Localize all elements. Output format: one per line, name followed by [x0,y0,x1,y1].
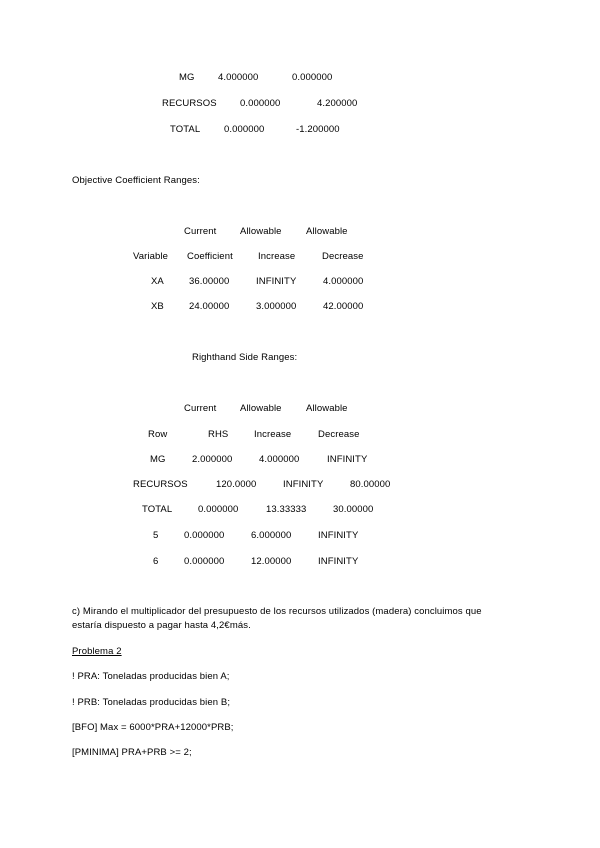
top-row-label: TOTAL [170,124,201,135]
paragraph-line: estaría dispuesto a pagar hasta 4,2€más. [72,620,251,631]
table-cell: 2.000000 [192,454,233,465]
table-cell: XA [151,276,164,287]
table-cell: INFINITY [283,479,324,490]
code-line: ! PRA: Toneladas producidas bien A; [72,671,230,682]
column-header: Increase [254,429,292,440]
rhs-ranges-title: Righthand Side Ranges: [192,352,298,363]
table-cell: 0.000000 [184,530,225,541]
column-header: Allowable [240,403,282,414]
column-header: Variable [133,251,168,262]
table-cell: 5 [153,530,159,541]
table-cell: 36.00000 [189,276,230,287]
column-header: Decrease [322,251,364,262]
top-row-label: MG [179,72,195,83]
table-cell: 30.00000 [333,504,374,515]
table-cell: 24.00000 [189,301,230,312]
table-cell: INFINITY [327,454,368,465]
column-header: Allowable [306,226,348,237]
table-cell: 6.000000 [251,530,292,541]
column-header: Coefficient [187,251,233,262]
table-cell: TOTAL [142,504,173,515]
objective-ranges-title: Objective Coefficient Ranges: [72,175,200,186]
code-line: [BFO] Max = 6000*PRA+12000*PRB; [72,722,234,733]
table-cell: 3.000000 [256,301,297,312]
top-row-value: 4.200000 [317,98,358,109]
table-cell: 6 [153,556,159,567]
column-header: Current [184,226,217,237]
column-header: Row [148,429,168,440]
column-header: Allowable [240,226,282,237]
table-cell: 12.00000 [251,556,292,567]
column-header: Current [184,403,217,414]
table-cell: INFINITY [256,276,297,287]
table-cell: 80.00000 [350,479,391,490]
column-header: Allowable [306,403,348,414]
table-cell: 0.000000 [184,556,225,567]
column-header: Decrease [318,429,360,440]
code-line: ! PRB: Toneladas producidas bien B; [72,697,231,708]
table-cell: 42.00000 [323,301,364,312]
column-header: RHS [208,429,229,440]
table-cell: 4.000000 [259,454,300,465]
table-cell: 13.33333 [266,504,307,515]
table-cell: MG [150,454,166,465]
table-cell: 4.000000 [323,276,364,287]
paragraph-line: c) Mirando el multiplicador del presupuesto de los recursos utilizados (madera) concluimos que [72,606,482,617]
top-row-value: 4.000000 [218,72,259,83]
code-line: [PMINIMA] PRA+PRB >= 2; [72,747,192,758]
top-row-value: 0.000000 [240,98,281,109]
problem-heading: Problema 2 [72,646,122,657]
column-header: Increase [258,251,296,262]
table-cell: RECURSOS [133,479,188,490]
top-row-value: 0.000000 [224,124,265,135]
table-cell: 120.0000 [216,479,257,490]
table-cell: INFINITY [318,556,359,567]
top-row-value: -1.200000 [296,124,340,135]
table-cell: XB [151,301,164,312]
table-cell: INFINITY [318,530,359,541]
top-row-label: RECURSOS [162,98,217,109]
top-row-value: 0.000000 [292,72,333,83]
table-cell: 0.000000 [198,504,239,515]
